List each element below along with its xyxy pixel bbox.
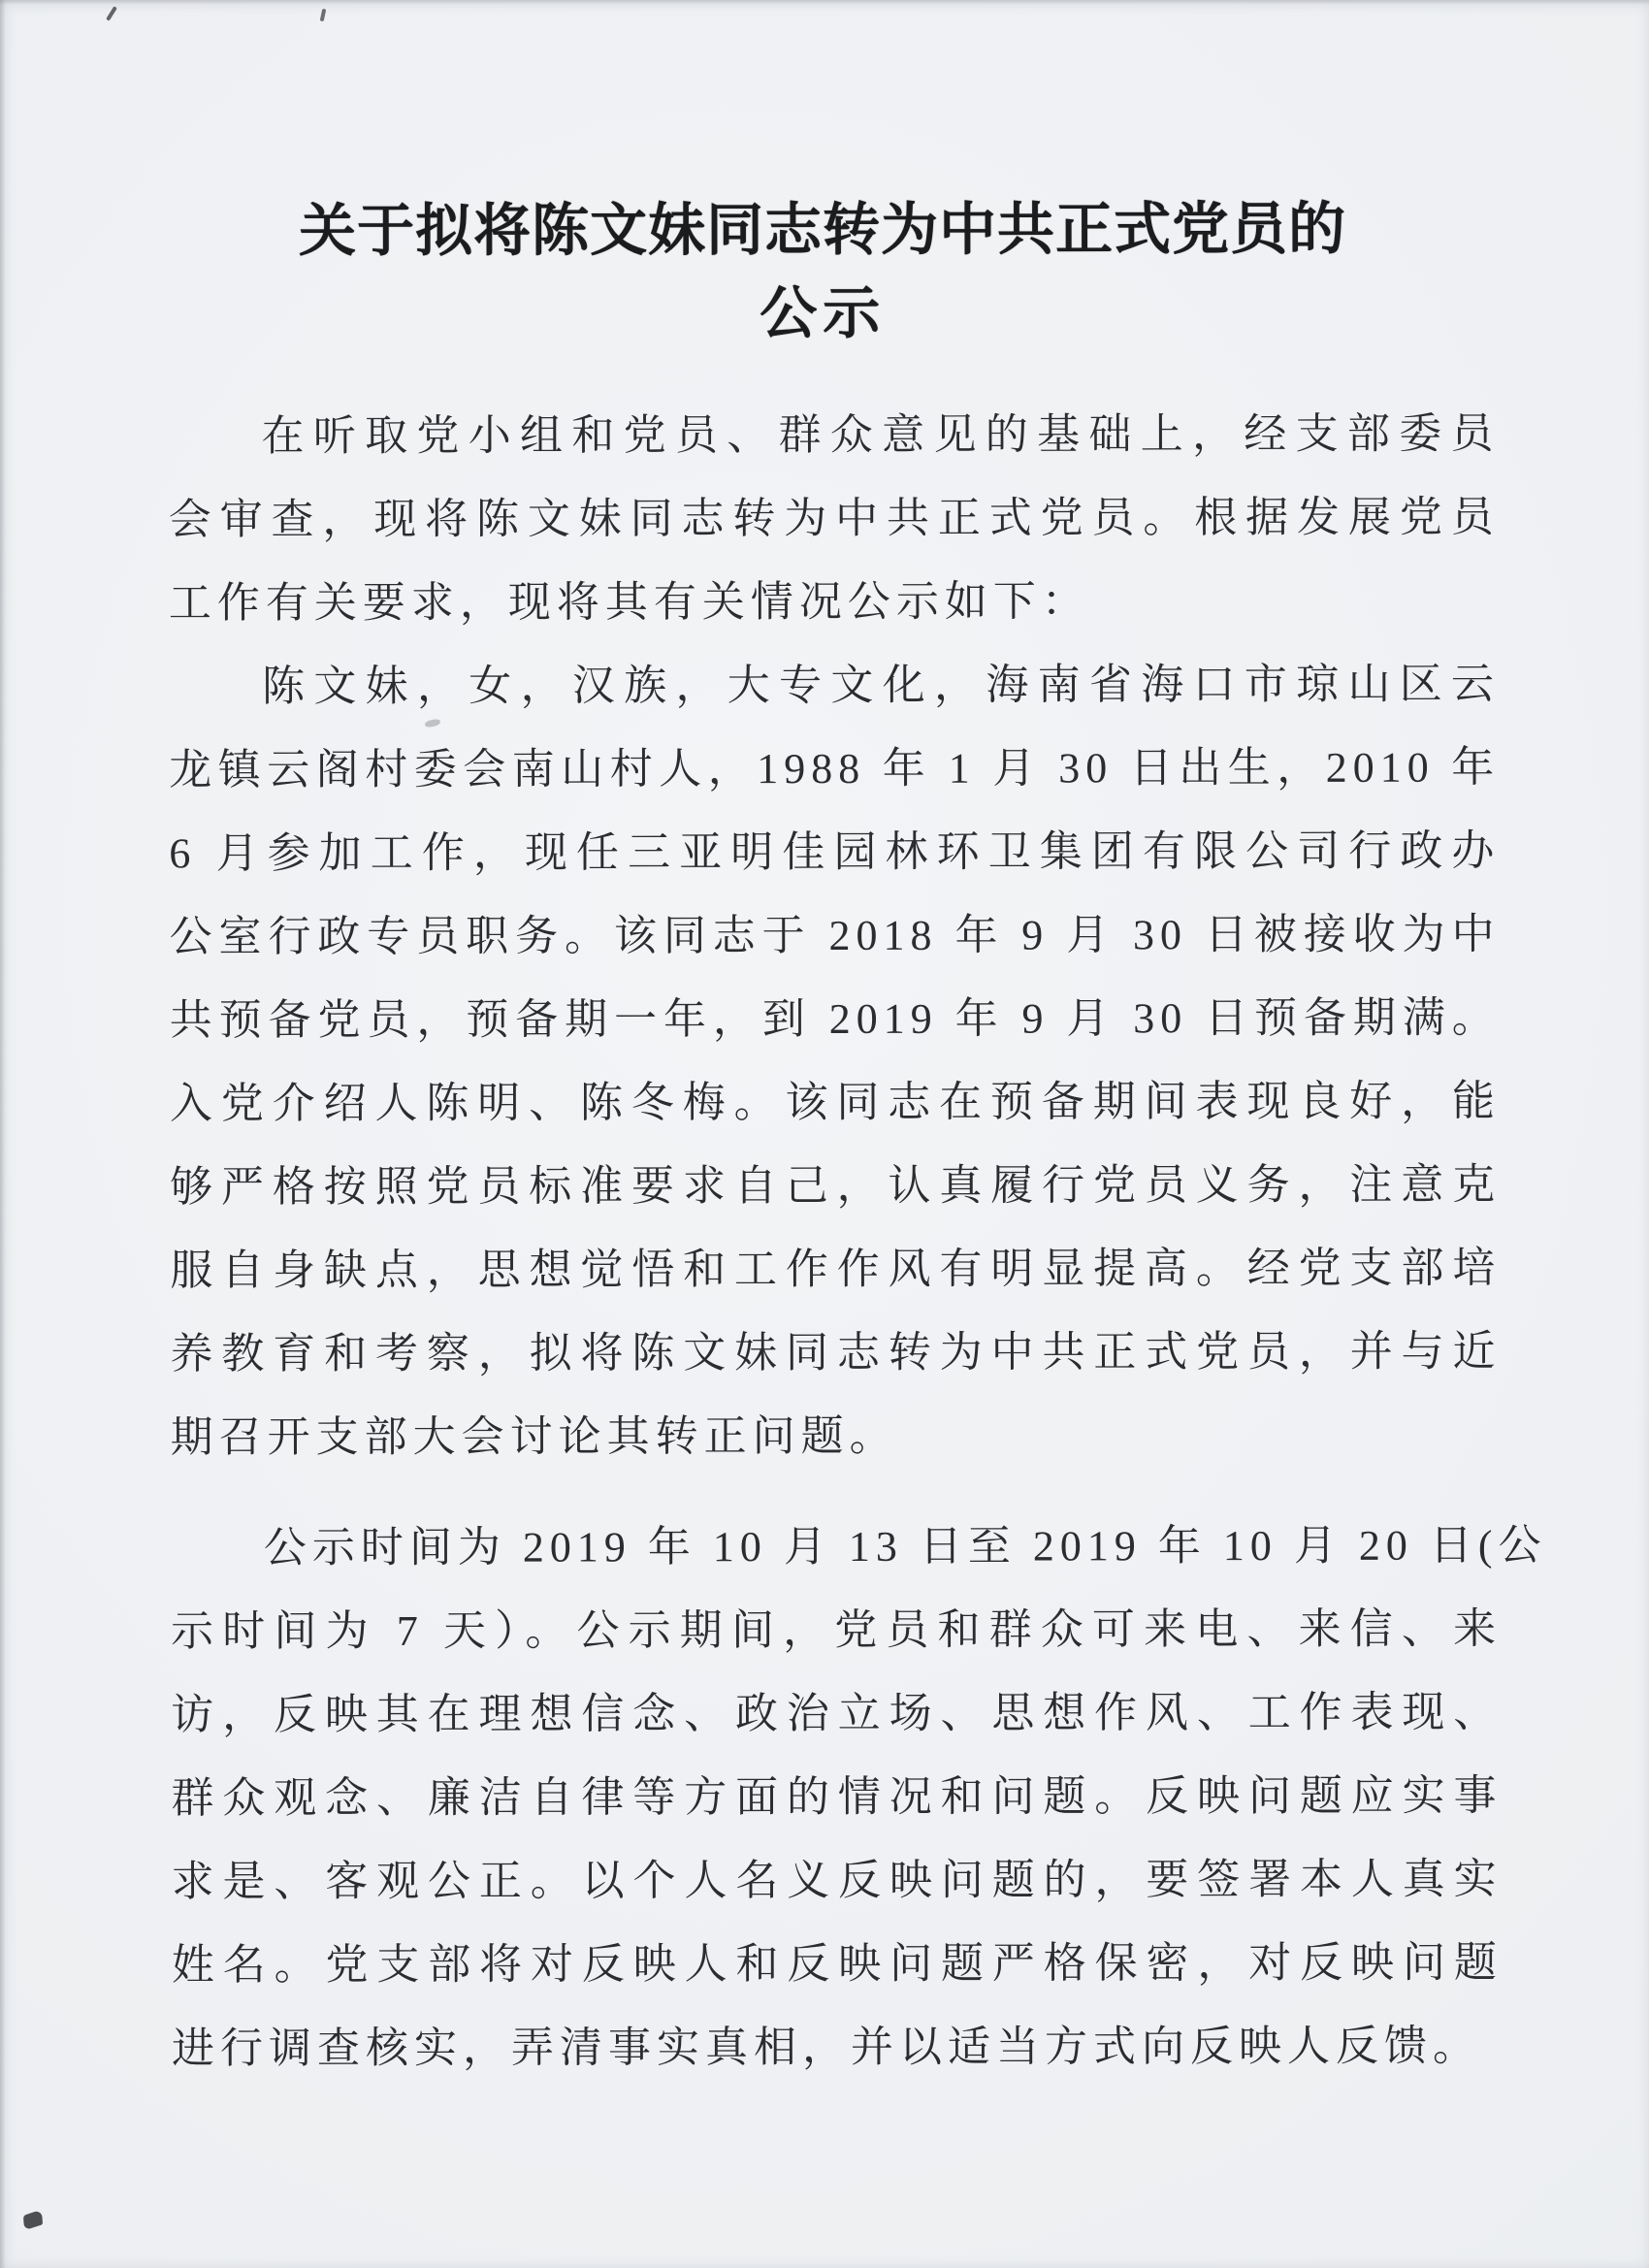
- document-title: [95, 186, 1550, 356]
- body-line: 共预备党员，预备期一年，到 2019 年 9 月 30 日预备期满。: [169, 993, 1501, 1045]
- body-line: 访，反映其在理想信念、政治立场、思想作风、工作表现、: [171, 1688, 1503, 1739]
- body-line: 够严格按照党员标准要求自己，认真履行党员义务，注意克: [170, 1160, 1502, 1212]
- body-line: 进行调查核实，弄清事实真相，并以适当方式向反映人反馈。: [171, 2022, 1482, 2073]
- body-line: 在听取党小组和党员、群众意见的基础上，经支部委员: [261, 409, 1500, 461]
- body-line: 公示时间为 2019 年 10 月 13 日至 2019 年 10 月 20 日(公: [263, 1521, 1547, 1572]
- body-line: 工作有关要求，现将其有关情况公示如下：: [168, 577, 1090, 628]
- body-line: 求是、客观公正。以个人名义反映问题的，要签署本人真实: [171, 1855, 1503, 1906]
- body-line: 姓名。党支部将对反映人和反映问题严格保密，对反映问题: [171, 1938, 1503, 1990]
- document-title-line-2: 公示: [760, 280, 887, 346]
- body-line: 龙镇云阁村委会南山村人，1988 年 1 月 30 日出生，2010 年: [169, 743, 1501, 794]
- document-body: [168, 393, 1547, 2091]
- body-line: 服自身缺点，思想觉悟和工作作风有明显提高。经党支部培: [170, 1244, 1502, 1295]
- body-line: 养教育和考察，拟将陈文妹同志转为中共正式党员，并与近: [170, 1327, 1502, 1378]
- body-line: 期召开支部大会讨论其转正问题。: [170, 1411, 898, 1462]
- body-line: 6 月参加工作，现任三亚明佳园林环卫集团有限公司行政办: [169, 826, 1501, 878]
- body-line: 公室行政专员职务。该同志于 2018 年 9 月 30 日被接收为中: [169, 910, 1501, 961]
- body-line: 群众观念、廉洁自律等方面的情况和问题。反映问题应实事: [171, 1771, 1503, 1823]
- body-line: 会审查，现将陈文妹同志转为中共正式党员。根据发展党员: [168, 493, 1500, 544]
- document-title-line-1: 关于拟将陈文妹同志转为中共正式党员的: [298, 196, 1347, 264]
- body-line: 示时间为 7 天）。公示期间，党员和群众可来电、来信、来: [171, 1604, 1503, 1656]
- body-line: 陈文妹，女，汉族，大专文化，海南省海口市琼山区云: [261, 660, 1501, 711]
- body-line: 入党介绍人陈明、陈冬梅。该同志在预备期间表现良好，能: [169, 1077, 1501, 1128]
